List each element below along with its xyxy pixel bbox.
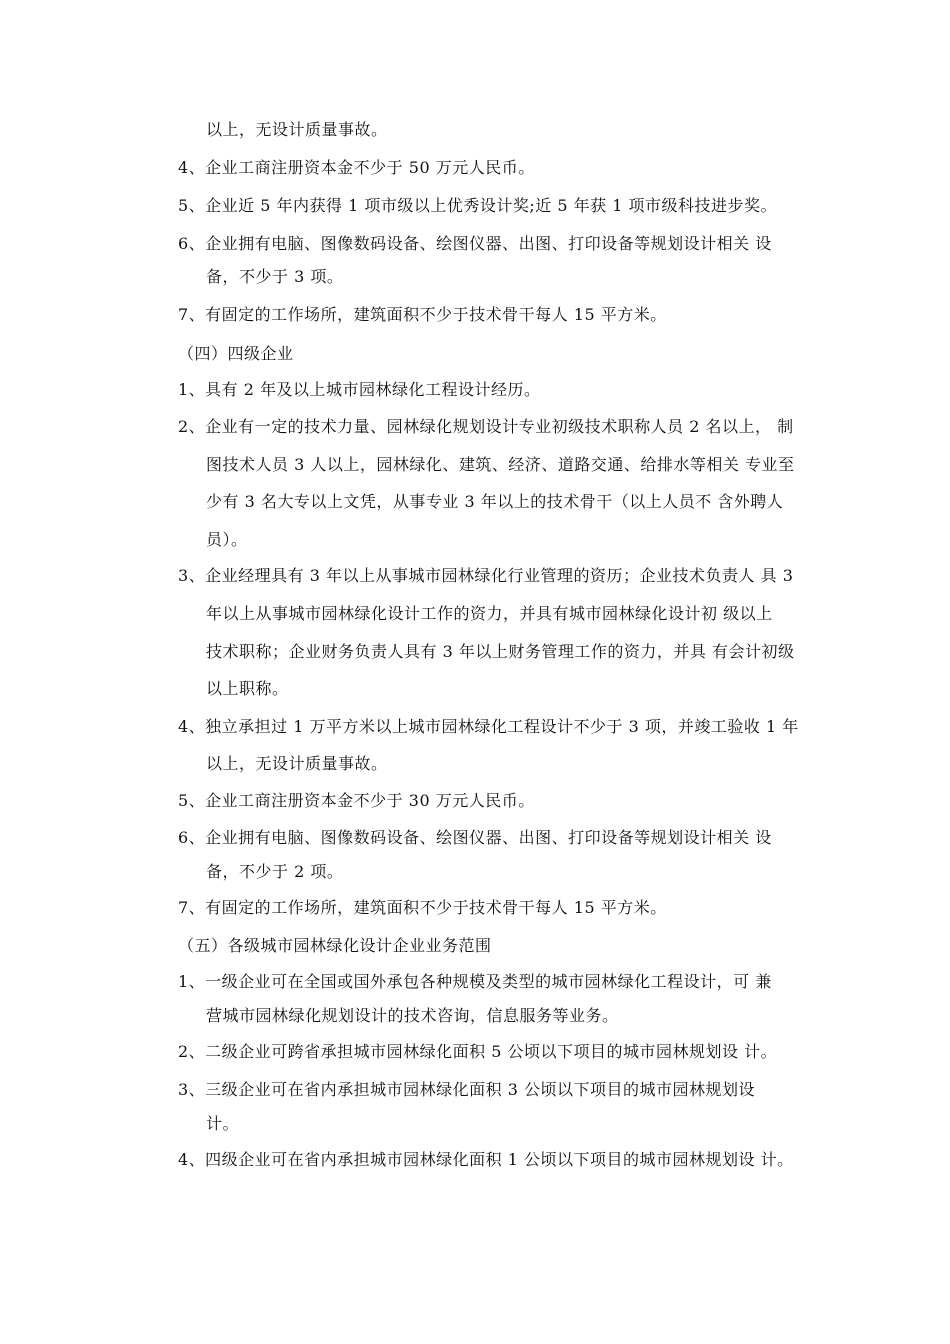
text-line: 以上，无设计质量事故。: [206, 754, 388, 773]
text-line: 以上，无设计质量事故。: [206, 120, 388, 139]
text-line: 员）。: [206, 530, 248, 549]
text-line: 2、企业有一定的技术力量、园林绿化规划设计专业初级技术职称人员 2 名以上， 制: [178, 417, 794, 436]
text-line: 1、一级企业可在全国或国外承包各种规模及类型的城市园林绿化工程设计，可 兼: [178, 972, 772, 991]
text-line: 5、企业工商注册资本金不少于 30 万元人民币。: [178, 791, 535, 810]
text-line: 计。: [206, 1114, 240, 1133]
text-line: 技术职称；企业财务负责人具有 3 年以上财务管理工作的资力，并具 有会计初级: [206, 642, 795, 661]
text-line: 7、有固定的工作场所，建筑面积不少于技术骨干每人 15 平方米。: [178, 898, 667, 917]
text-line: 4、独立承担过 1 万平方米以上城市园林绿化工程设计不少于 3 项，并竣工验收 1 年: [178, 717, 799, 736]
text-line: 5、企业近 5 年内获得 1 项市级以上优秀设计奖;近 5 年获 1 项市级科技进步奖。: [178, 196, 777, 215]
text-line: 年以上从事城市园林绿化设计工作的资力，并具有城市园林绿化设计初 级以上: [206, 604, 773, 623]
text-line: 6、企业拥有电脑、图像数码设备、绘图仪器、出图、打印设备等规划设计相关 设: [178, 234, 772, 253]
text-line: 2、二级企业可跨省承担城市园林绿化面积 5 公顷以下项目的城市园林规划设 计。: [178, 1042, 778, 1061]
section-heading: （五）各级城市园林绿化设计企业业务范围: [178, 936, 492, 955]
text-line: 6、企业拥有电脑、图像数码设备、绘图仪器、出图、打印设备等规划设计相关 设: [178, 828, 772, 847]
text-line: 少有 3 名大专以上文凭，从事专业 3 年以上的技术骨干（以上人员不 含外聘人: [206, 492, 784, 511]
text-line: 图技术人员 3 人以上，园林绿化、建筑、经济、道路交通、给排水等相关 专业至: [206, 455, 795, 474]
text-line: 以上职称。: [206, 679, 289, 698]
text-line: 1、具有 2 年及以上城市园林绿化工程设计经历。: [178, 380, 541, 399]
text-line: 4、四级企业可在省内承担城市园林绿化面积 1 公顷以下项目的城市园林规划设 计。: [178, 1150, 794, 1169]
text-line: 4、企业工商注册资本金不少于 50 万元人民币。: [178, 158, 535, 177]
text-line: 3、三级企业可在省内承担城市园林绿化面积 3 公顷以下项目的城市园林规划设: [178, 1080, 756, 1099]
text-line: 备，不少于 2 项。: [206, 862, 344, 881]
text-line: 3、企业经理具有 3 年以上从事城市园林绿化行业管理的资历；企业技术负责人 具 3: [178, 566, 794, 585]
text-line: 营城市园林绿化规划设计的技术咨询，信息服务等业务。: [206, 1006, 619, 1025]
text-line: 备，不少于 3 项。: [206, 267, 344, 286]
section-heading: （四）四级企业: [178, 344, 294, 363]
text-line: 7、有固定的工作场所，建筑面积不少于技术骨干每人 15 平方米。: [178, 305, 667, 324]
